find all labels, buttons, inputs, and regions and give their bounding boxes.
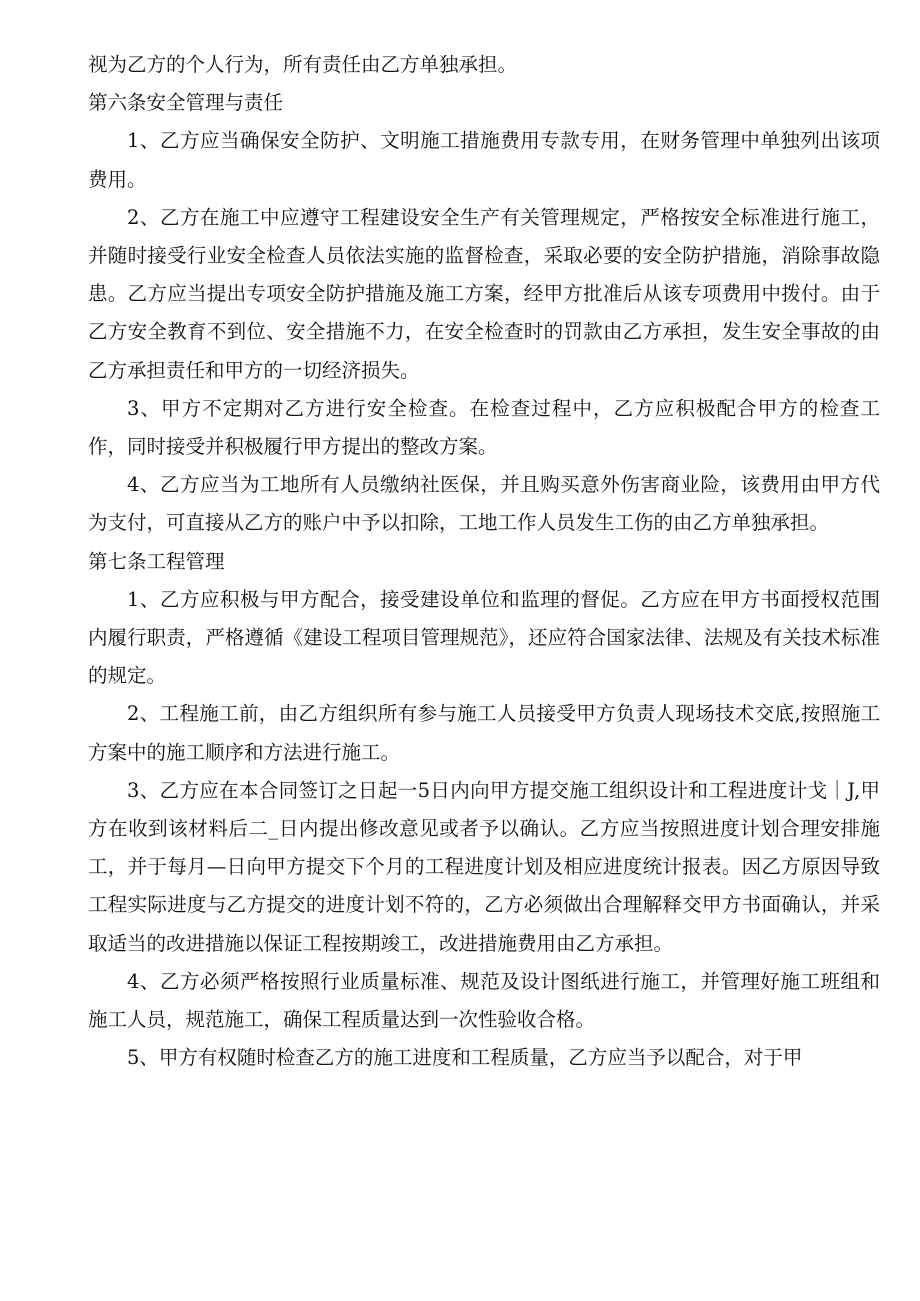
clause-7-4: 4、乙方必须严格按照行业质量标准、规范及设计图纸进行施工，并管理好施工班组和施工人员，规范施工，确保工程质量达到一次性验收合格。 [88, 969, 880, 1032]
document-page [88, 46, 880, 1077]
clause-7-2: 2、工程施工前，由乙方组织所有参与施工人员接受甲方负责人现场技术交底,按照施工方案中的施工顺序和方法进行施工。 [88, 702, 880, 764]
section-heading-article-6: 第六条安全管理与责任 [88, 91, 284, 115]
clause-7-3: 3、乙方应在本合同签订之日起一5日内向甲方提交施工组织设计和工程进度计戈｜J,甲方在收到该材料后二_日内提出修改意见或者予以确认。乙方应当按照进度计划合理安排施工，并于每月—日向甲方提交下个月的工程进度计划及相应进度统计报表。因乙方原因导致工程实际进度与乙方提交的进度计划不符的，乙方必须做出合理解释交甲方书面确认，并采取适当的改进措施以保证工程按期竣工，改进措施费用由乙方承担。 [88, 778, 880, 955]
section-heading-article-7: 第七条工程管理 [88, 549, 225, 573]
clause-6-1: 1、乙方应当确保安全防护、文明施工措施费用专款专用，在财务管理中单独列出该项费用。 [88, 129, 880, 191]
clause-7-5: 5、甲方有权随时检查乙方的施工进度和工程质量，乙方应当予以配合，对于甲 [127, 1046, 803, 1070]
paragraph-continuation: 视为乙方的个人行为，所有责任由乙方单独承担。 [88, 53, 518, 76]
clause-6-3: 3、甲方不定期对乙方进行安全检查。在检查过程中，乙方应积极配合甲方的检查工作，同时接受并积极履行甲方提出的整改方案。 [88, 396, 880, 459]
clause-7-1: 1、乙方应积极与甲方配合，接受建设单位和监理的督促。乙方应在甲方书面授权范围内履行职责，严格遵循《建设工程项目管理规范》，还应符合国家法律、法规及有关技术标准的规定。 [88, 587, 880, 688]
clause-6-4: 4、乙方应当为工地所有人员缴纳社医保，并且购买意外伤害商业险，该费用由甲方代为支付，可直接从乙方的账户中予以扣除，工地工作人员发生工伤的由乙方单独承担。 [88, 473, 880, 535]
clause-6-2: 2、乙方在施工中应遵守工程建设安全生产有关管理规定，严格按安全标准进行施工，并随时接受行业安全检查人员依法实施的监督检查，采取必要的安全防护措施，消除事故隐患。乙方应当提出专项安全防护措施及施工方案，经甲方批准后从该专项费用中拨付。由于乙方安全教育不到位、安全措施不力，在安全检查时的罚款由乙方承担，发生安全事故的由乙方承担责任和甲方的一切经济损失。 [88, 205, 880, 382]
